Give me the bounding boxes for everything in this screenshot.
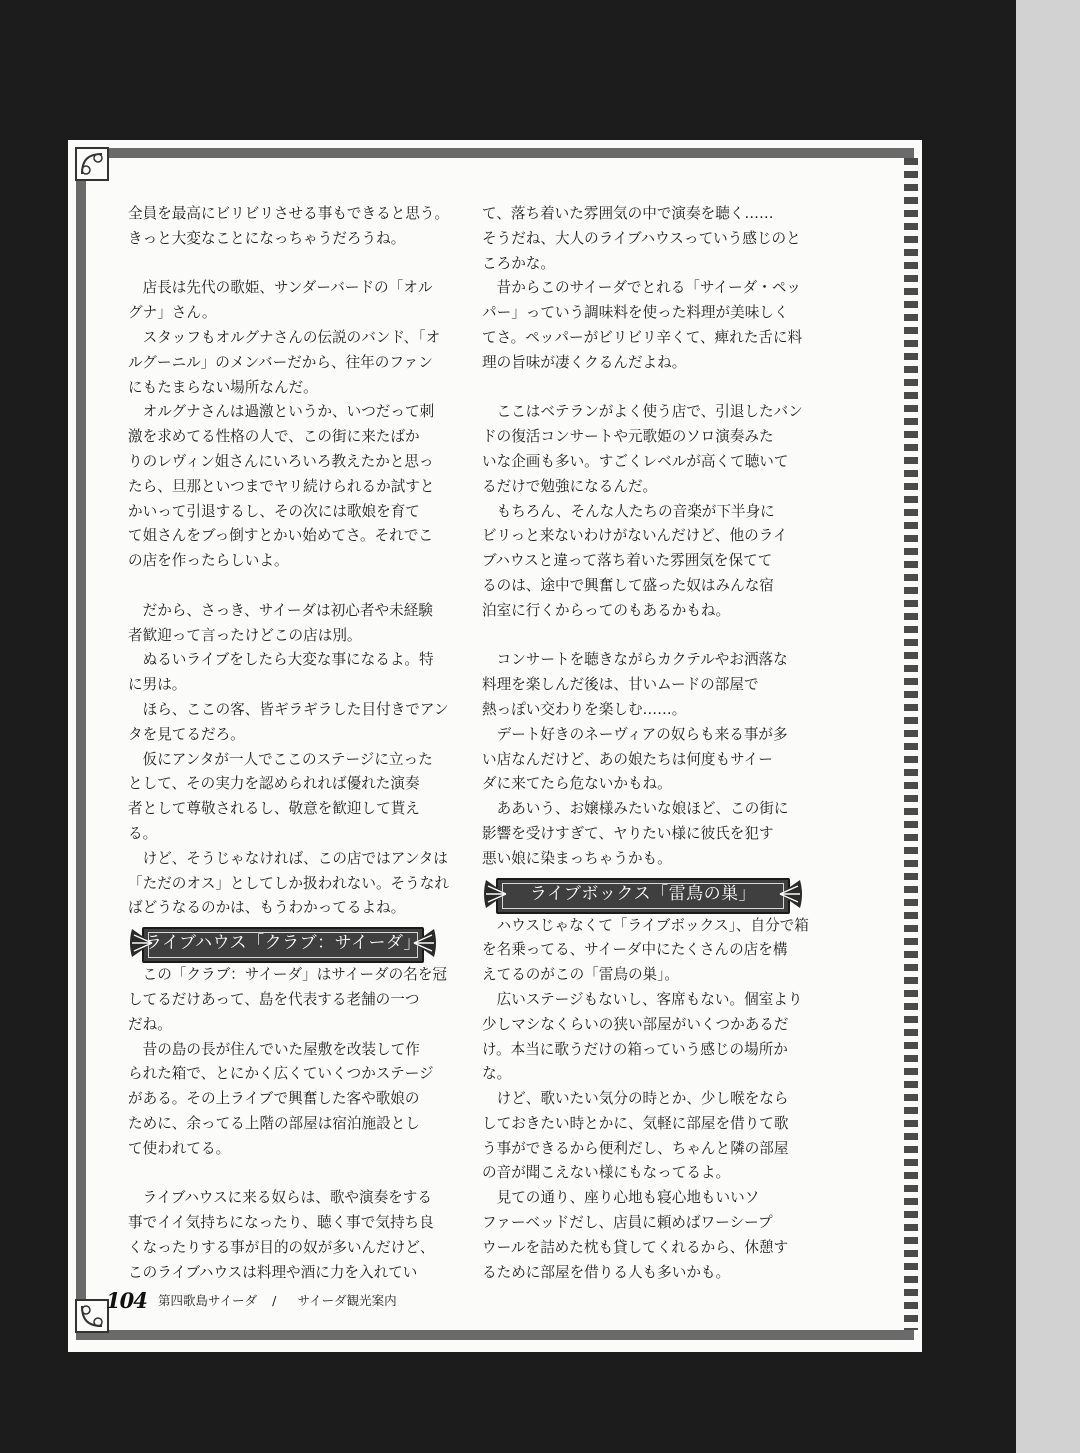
ornament-corner-icon bbox=[74, 146, 110, 182]
section-heading-raicho-nest bbox=[482, 876, 804, 912]
text-line: け。本当に歌うだけの箱っていう感じの場所か bbox=[482, 1040, 788, 1058]
text-line: 影響を受けすぎて、ヤりたい様に彼氏を犯す bbox=[482, 824, 774, 842]
text-line: オルグナさんは過激というか、いつだって刺 bbox=[128, 403, 435, 421]
right-text-column bbox=[482, 202, 809, 1285]
text-line: がある。その上ライブで興奮した客や歌娘の bbox=[128, 1090, 420, 1108]
text-line: 広いステージもないし、客席もない。個室より bbox=[482, 990, 803, 1008]
text-line: このライブハウスは料理や酒に力を入れてい bbox=[128, 1263, 418, 1281]
text-line: の店を作ったらしいよ。 bbox=[128, 552, 289, 570]
text-line: だから、さっき、サイーダは初心者や未経験 bbox=[128, 601, 433, 619]
text-line: るために部屋を借りる人も多いかも。 bbox=[482, 1263, 731, 1281]
text-line: もちろん、そんな人たちの音楽が下半身に bbox=[482, 502, 775, 520]
text-line: きっと大変なことになっちゃうだろうね。 bbox=[128, 229, 406, 247]
footer-separator: / bbox=[272, 1293, 277, 1308]
text-line: い店なんだけど、あの娘たちは何度もサイー bbox=[482, 750, 773, 768]
text-line: けど、歌いたい気分の時とか、少し喉をなら bbox=[482, 1090, 789, 1108]
text-line: 昔の島の長が住んでいた屋敷を改装して作 bbox=[128, 1040, 420, 1058]
text-line: 激を求めてる性格の人で、この街に来たばか bbox=[128, 428, 420, 446]
text-line: ああいう、お嬢様みたいな娘ほど、この街に bbox=[482, 800, 789, 818]
text-line: 料理を楽しんだ後は、甘いムードの部屋で bbox=[482, 676, 759, 694]
text-line: ぬるいライブをしたら大変な事になるよ。特 bbox=[128, 651, 434, 669]
text-line: 少しマシなくらいの狭い部屋がいくつかあるだ bbox=[482, 1015, 789, 1033]
text-line: てさ。ペッパーがビリビリ辛くて、痺れた舌に料 bbox=[482, 328, 803, 346]
text-line: デート好きのネーヴィアの奴らも来る事が多 bbox=[482, 725, 788, 743]
right-paragraphs-b bbox=[482, 914, 809, 1286]
text-line: しておきたい時とかに、気軽に部屋を借りて歌 bbox=[482, 1114, 789, 1132]
text-line: グナ」さん。 bbox=[128, 304, 217, 322]
text-line: ブハウスと違って落ち着いた雰囲気を保てて bbox=[482, 552, 773, 570]
text-line: 理の旨味が凄くクるんだよね。 bbox=[482, 353, 687, 371]
scan-background-edge bbox=[1016, 0, 1080, 1453]
section-heading-club-saida bbox=[128, 925, 438, 961]
page-frame-right-dashes bbox=[904, 158, 918, 1330]
text-line: を名乗ってる、サイーダ中にたくさんの店を構 bbox=[482, 941, 788, 959]
paragraph-gap bbox=[482, 624, 804, 649]
text-line: だね。 bbox=[128, 1015, 172, 1033]
text-line: ファーベッドだし、店員に頼めばワーシープ bbox=[482, 1214, 773, 1232]
text-line: 仮にアンタが一人でここのステージに立った bbox=[128, 750, 433, 768]
text-line: ほら、ここの客、皆ギラギラした目付きでアン bbox=[128, 700, 449, 718]
ornament-corner-icon bbox=[74, 1298, 110, 1334]
text-line: ライブハウスに来る奴らは、歌や演奏をする bbox=[128, 1189, 432, 1207]
text-line: 者として尊敬されるし、敬意を歓迎して貰え bbox=[128, 800, 420, 818]
text-line: ばどうなるのかは、もうわかってるよね。 bbox=[128, 899, 406, 917]
paragraph-gap bbox=[128, 574, 438, 599]
text-line: ために、余ってる上階の部屋は宿泊施設とし bbox=[128, 1114, 420, 1132]
text-line: る。 bbox=[128, 824, 158, 842]
text-line: 事でイイ気持ちになったり、聴く事で気持ち良 bbox=[128, 1214, 434, 1232]
text-line: りのレヴィン姐さんにいろいろ教えたかと思っ bbox=[128, 452, 434, 470]
text-line: るのは、途中で興奮して盛った奴はみんな宿 bbox=[482, 576, 774, 594]
text-line: ドの復活コンサートや元歌姫のソロ演奏みた bbox=[482, 428, 774, 446]
text-line: そうだね、大人のライブハウスっていう感じのと bbox=[482, 229, 801, 247]
text-line: えてるのがこの「雷鳥の巣」。 bbox=[482, 966, 680, 984]
left-text-column bbox=[128, 202, 450, 1285]
text-line: の音が聞こえない様にもなってるよ。 bbox=[482, 1164, 731, 1182]
text-line: ここはベテランがよく使う店で、引退したバン bbox=[482, 403, 803, 421]
text-line: スタッフもオルグナさんの伝説のバンド、「オ bbox=[128, 328, 441, 346]
page-frame-top bbox=[76, 148, 914, 158]
text-line: いな企画も多い。すごくレベルが高くて聴いて bbox=[482, 452, 789, 470]
page-number: 104 bbox=[106, 1288, 147, 1313]
text-line: な。 bbox=[482, 1065, 512, 1083]
section-heading-label: ライブハウス「クラブ：サイーダ」 bbox=[145, 933, 421, 954]
paragraph-gap bbox=[128, 1161, 438, 1186]
text-line: 全員を最高にビリビリさせる事もできると思う。 bbox=[128, 205, 450, 222]
text-line: かいって引退するし、その次には歌娘を育て bbox=[128, 502, 420, 520]
text-line: て、落ち着いた雰囲気の中で演奏を聴く…… bbox=[482, 205, 774, 222]
text-line: ダに来てたら危ないかもね。 bbox=[482, 775, 672, 793]
text-line: にもたまらない場所なんだ。 bbox=[128, 378, 318, 396]
footer-chapter: 第四歌島サイーダ bbox=[157, 1293, 258, 1308]
text-line: 昔からこのサイーダでとれる「サイーダ・ペッ bbox=[482, 279, 802, 297]
text-line: パー」っていう調味料を使った料理が美味しく bbox=[482, 304, 789, 322]
text-line: て姐さんをブっ倒すとかい始めてさ。それでこ bbox=[128, 527, 434, 545]
text-line: 泊室に行くからってのもあるかもね。 bbox=[482, 601, 731, 619]
text-line: ころかな。 bbox=[482, 254, 555, 272]
text-line: タを見てるだろ。 bbox=[128, 725, 245, 743]
text-line: コンサートを聴きながらカクテルやお洒落な bbox=[482, 651, 788, 669]
text-line: て使われてる。 bbox=[128, 1139, 231, 1157]
text-line: 「ただのオス」としてしか扱われない。そうなれ bbox=[128, 874, 449, 892]
text-line: ビリっと来ないわけがないんだけど、他のライ bbox=[482, 527, 788, 545]
text-line: くなったりする事が目的の奴が多いんだけど、 bbox=[128, 1238, 435, 1256]
right-paragraphs-a bbox=[482, 202, 804, 872]
text-line: この「クラブ：サイーダ」はサイーダの名を冠 bbox=[128, 966, 448, 984]
text-line: ウールを詰めた枕も貸してくれるから、休憩す bbox=[482, 1238, 789, 1256]
page-footer bbox=[106, 1288, 397, 1316]
text-line: 見ての通り、座り心地も寝心地もいいソ bbox=[482, 1189, 760, 1207]
text-line: 悪い娘に染まっちゃうかも。 bbox=[482, 849, 672, 867]
section-heading-label: ライブボックス「雷鳥の巣」 bbox=[529, 883, 757, 904]
text-line: ルグーニル」のメンバーだから、往年のファン bbox=[128, 353, 433, 371]
text-line: 店長は先代の歌姫、サンダーバードの「オル bbox=[128, 279, 433, 297]
text-line: るだけで勉強になるんだ。 bbox=[482, 477, 658, 495]
text-line: ハウスじゃなくて「ライブボックス」、自分で箱 bbox=[482, 916, 809, 934]
left-paragraphs-b bbox=[128, 963, 448, 1285]
left-paragraphs-a bbox=[128, 202, 450, 921]
text-line: 者歓迎って言ったけどこの店は別。 bbox=[128, 626, 362, 644]
text-line: してるだけあって、島を代表する老舗の一つ bbox=[128, 990, 420, 1008]
text-line: に男は。 bbox=[128, 676, 187, 694]
paragraph-gap bbox=[482, 376, 804, 401]
paragraph-gap bbox=[128, 252, 438, 277]
text-line: として、その実力を認められれば優れた演奏 bbox=[128, 775, 420, 793]
text-line: られた箱で、とにかく広くていくつかステージ bbox=[128, 1065, 434, 1083]
text-line: けど、そうじゃなければ、この店ではアンタは bbox=[128, 849, 448, 867]
book-page bbox=[68, 140, 922, 1352]
text-line: う事ができるから便利だし、ちゃんと隣の部屋 bbox=[482, 1139, 789, 1157]
page-frame-bottom bbox=[76, 1330, 914, 1340]
text-line: 熱っぽい交わりを楽しむ……。 bbox=[482, 700, 687, 718]
page-frame-left bbox=[76, 166, 86, 1316]
footer-section: サイーダ観光案内 bbox=[297, 1293, 397, 1308]
text-line: たら、旦那といつまでヤリ続けられるか試すと bbox=[128, 477, 435, 495]
